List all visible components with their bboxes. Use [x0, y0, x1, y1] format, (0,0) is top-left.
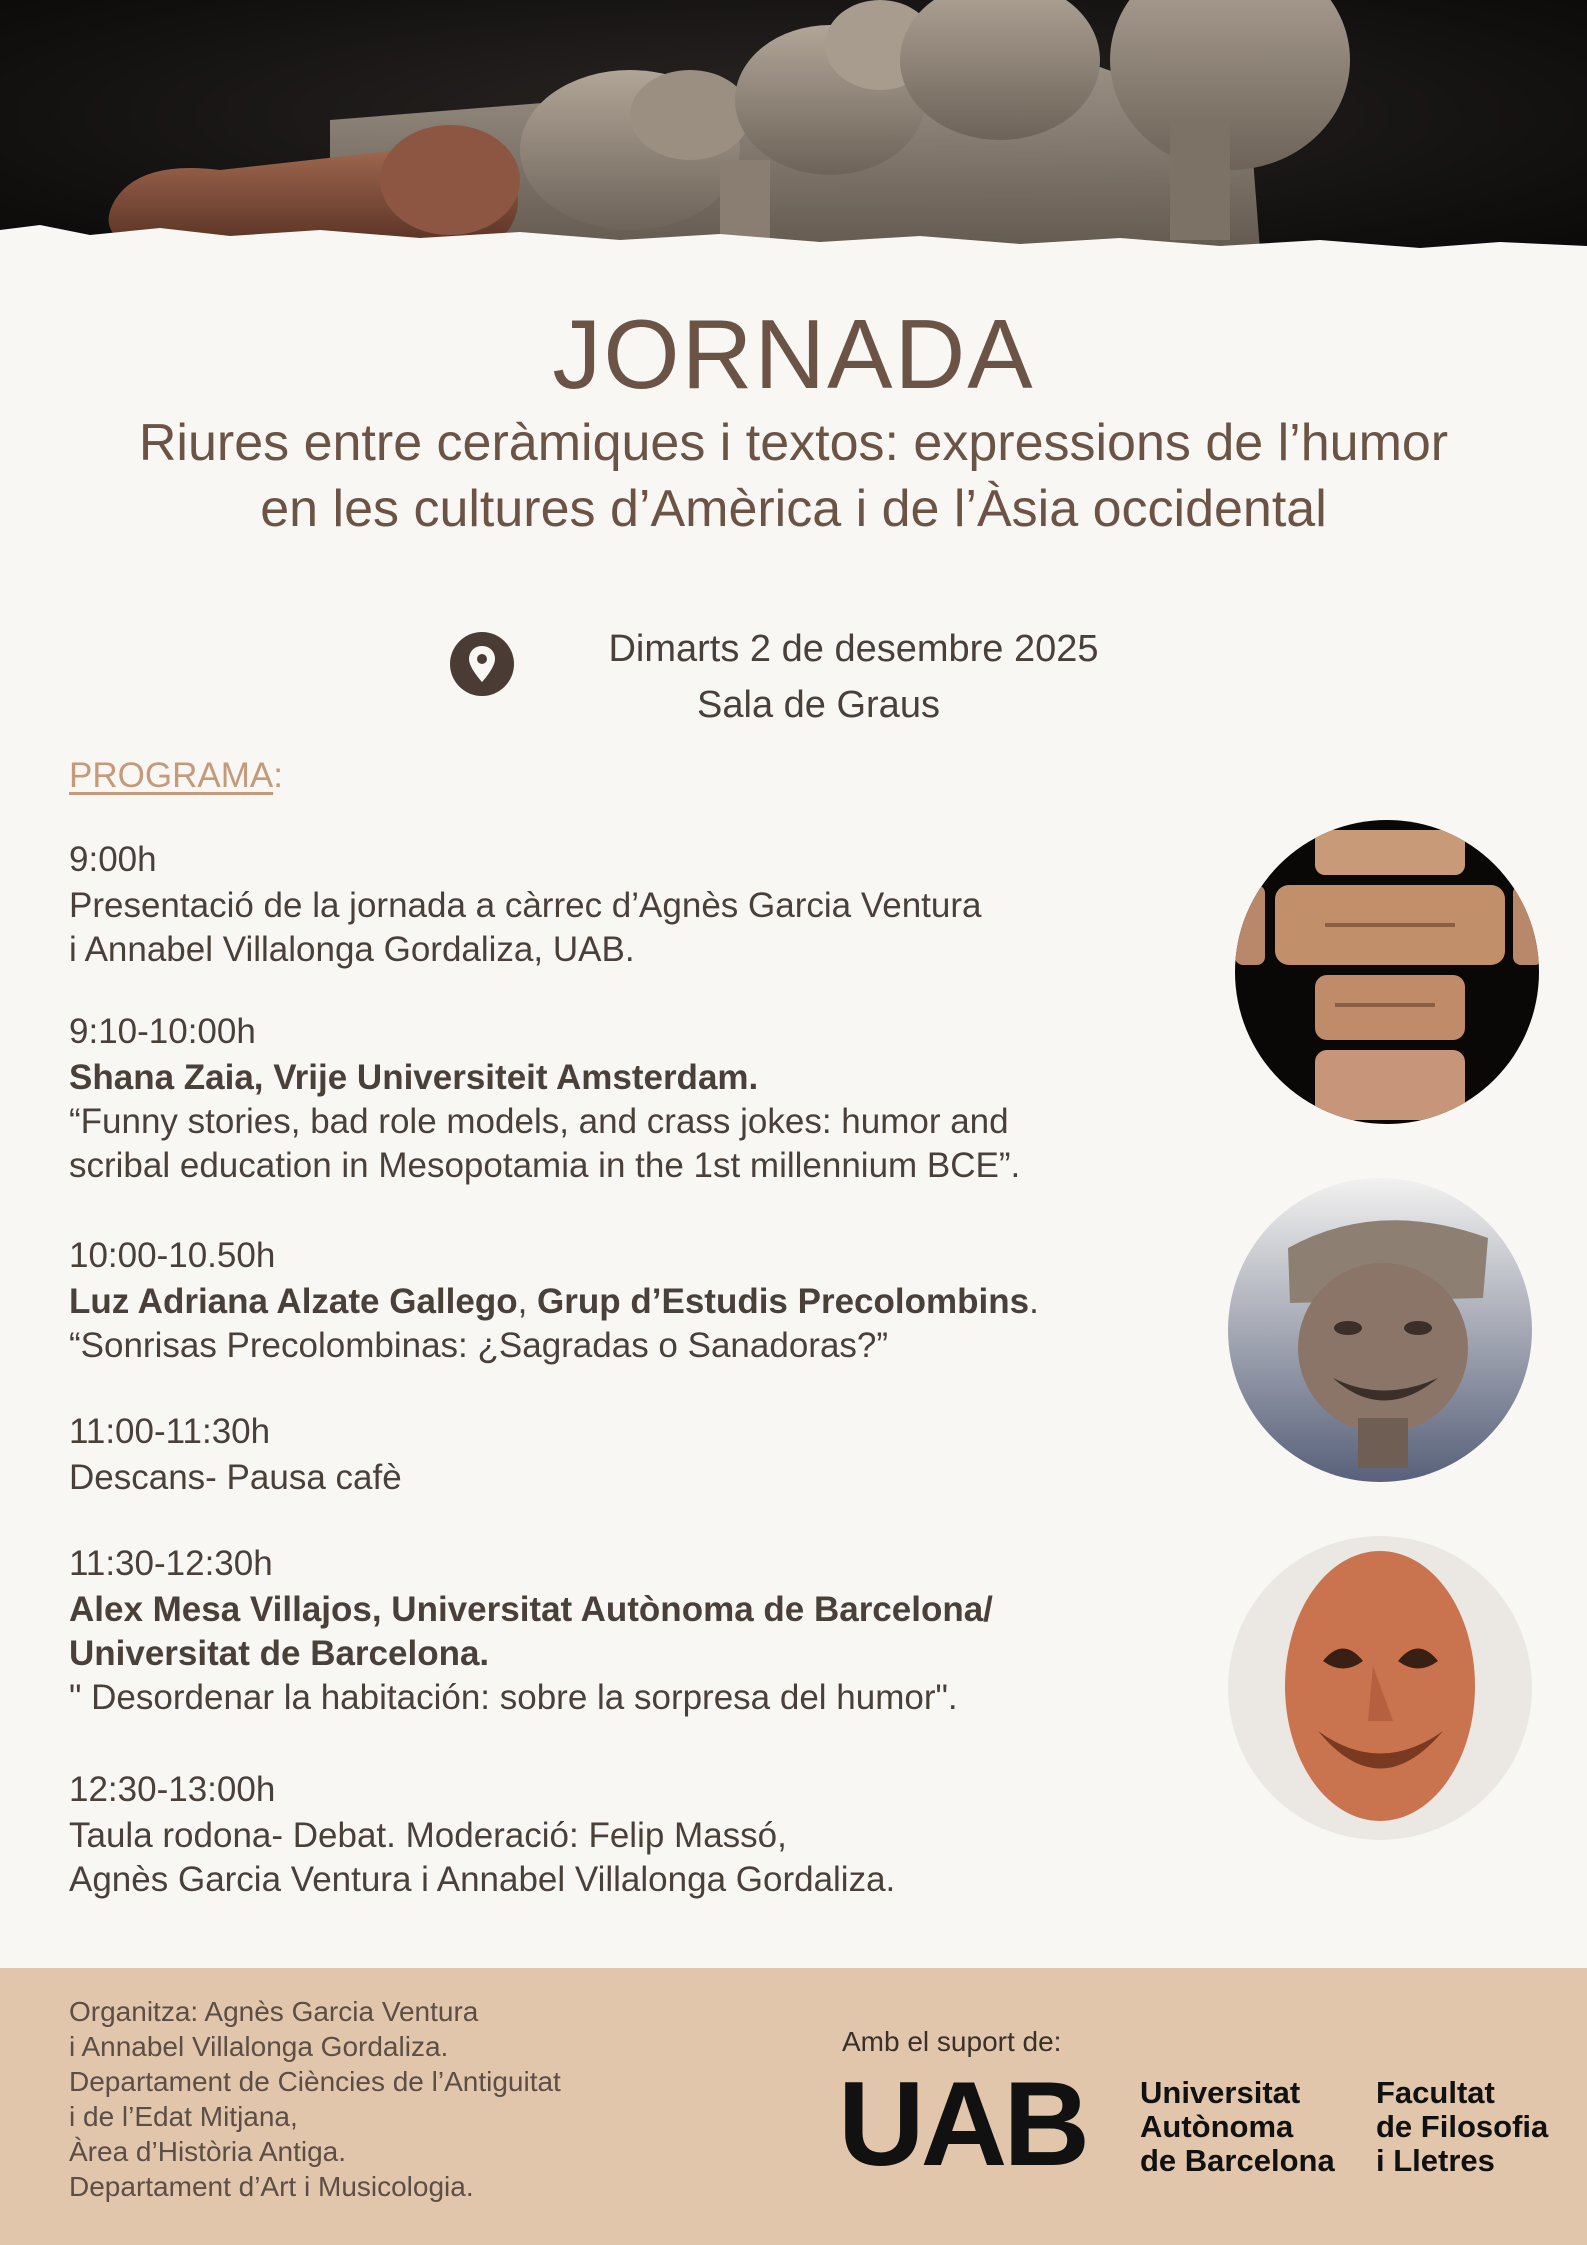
footer-band: [0, 1968, 1587, 2245]
university-name-line: Autònoma: [1140, 2109, 1294, 2144]
program-talk-line: scribal education in Mesopotamia in the 1st millennium BCE”.: [69, 1146, 1021, 1185]
organizer-line: Àrea d’Història Antiga.: [69, 2136, 347, 2167]
program-time: 11:30-12:30h: [69, 1544, 273, 1583]
program-time: 9:00h: [69, 840, 157, 879]
program-item: [69, 1234, 1199, 1368]
smiling-head-figurine-image: [1228, 1178, 1532, 1482]
event-place: Sala de Graus: [697, 684, 940, 726]
organizer-line: Organitza: Agnès Garcia Ventura: [69, 1996, 479, 2027]
event-subtitle: Riures entre ceràmiques i textos: expressions de l’humor en les cultures d’Amèrica i de l’Àsia occidental: [138, 414, 1449, 538]
program-talk-line: " Desordenar la habitación: sobre la sorpresa del humor".: [69, 1678, 958, 1717]
program-separator: ,: [517, 1282, 538, 1321]
uab-logo: UAB: [838, 2057, 1086, 2191]
program-text-line: i Annabel Villalonga Gordaliza, UAB.: [69, 930, 635, 969]
faculty-name: [1376, 2076, 1548, 2178]
program-speaker: Alex Mesa Villajos, Universitat Autònoma de Barcelona/: [69, 1590, 993, 1629]
organizer-line: i Annabel Villalonga Gordaliza.: [69, 2031, 449, 2062]
programa-heading: [69, 756, 283, 796]
cuneiform-tablets-image: [1235, 820, 1539, 1124]
program-text-line: Agnès Garcia Ventura i Annabel Villalonga Gordaliza.: [69, 1860, 896, 1899]
page-title: JORNADA: [552, 299, 1035, 409]
program-item: [69, 838, 1199, 972]
program-text-line: Presentació de la jornada a càrrec d’Agnès Garcia Ventura: [69, 886, 982, 925]
program-time: 10:00-10.50h: [69, 1236, 276, 1275]
program-text-line: Taula rodona- Debat. Moderació: Felip Massó,: [69, 1816, 787, 1855]
faculty-name-line: i Lletres: [1376, 2143, 1495, 2178]
program-time: 9:10-10:00h: [69, 1012, 256, 1051]
program-time: 12:30-13:00h: [69, 1770, 276, 1809]
faculty-name-line: de Filosofia: [1376, 2109, 1549, 2144]
program-speaker: Universitat de Barcelona.: [69, 1634, 490, 1673]
program-text-line: Descans- Pausa cafè: [69, 1458, 402, 1497]
organizer-line: i de l’Edat Mitjana,: [69, 2101, 298, 2132]
program-speaker-line: [69, 1280, 1199, 1324]
university-name-line: Universitat: [1140, 2075, 1301, 2110]
program-item: [69, 1542, 1199, 1720]
organizers-block: [69, 1994, 561, 2204]
program-item: [69, 1410, 1199, 1500]
program-talk-line: “Sonrisas Precolombinas: ¿Sagradas o Sanadoras?”: [69, 1326, 889, 1365]
terracotta-mask-image: [1228, 1536, 1532, 1840]
program-time: 11:00-11:30h: [69, 1412, 271, 1451]
program-period: .: [1029, 1282, 1039, 1321]
organizer-line: Departament d’Art i Musicologia.: [69, 2171, 474, 2202]
university-name: [1140, 2076, 1335, 2178]
university-name-line: de Barcelona: [1140, 2143, 1335, 2178]
hero-ceramic-figurines-image: [0, 0, 1587, 290]
support-label: Amb el suport de:: [842, 2026, 1062, 2057]
program-item: [69, 1010, 1199, 1188]
faculty-name-line: Facultat: [1376, 2075, 1495, 2110]
program-affiliation: Grup d’Estudis Precolombins: [537, 1282, 1030, 1321]
event-date: Dimarts 2 de desembre 2025: [608, 628, 1099, 670]
program-speaker: Shana Zaia, Vrije Universiteit Amsterdam.: [69, 1058, 759, 1097]
organizer-line: Departament de Ciències de l’Antiguitat: [69, 2066, 561, 2097]
program-talk-line: “Funny stories, bad role models, and crass jokes: humor and: [69, 1102, 1009, 1141]
programa-label: PROGRAMA: [69, 756, 274, 795]
program-item: [69, 1768, 1199, 1902]
program-speaker: Luz Adriana Alzate Gallego: [69, 1282, 518, 1321]
programa-colon: :: [273, 756, 283, 795]
